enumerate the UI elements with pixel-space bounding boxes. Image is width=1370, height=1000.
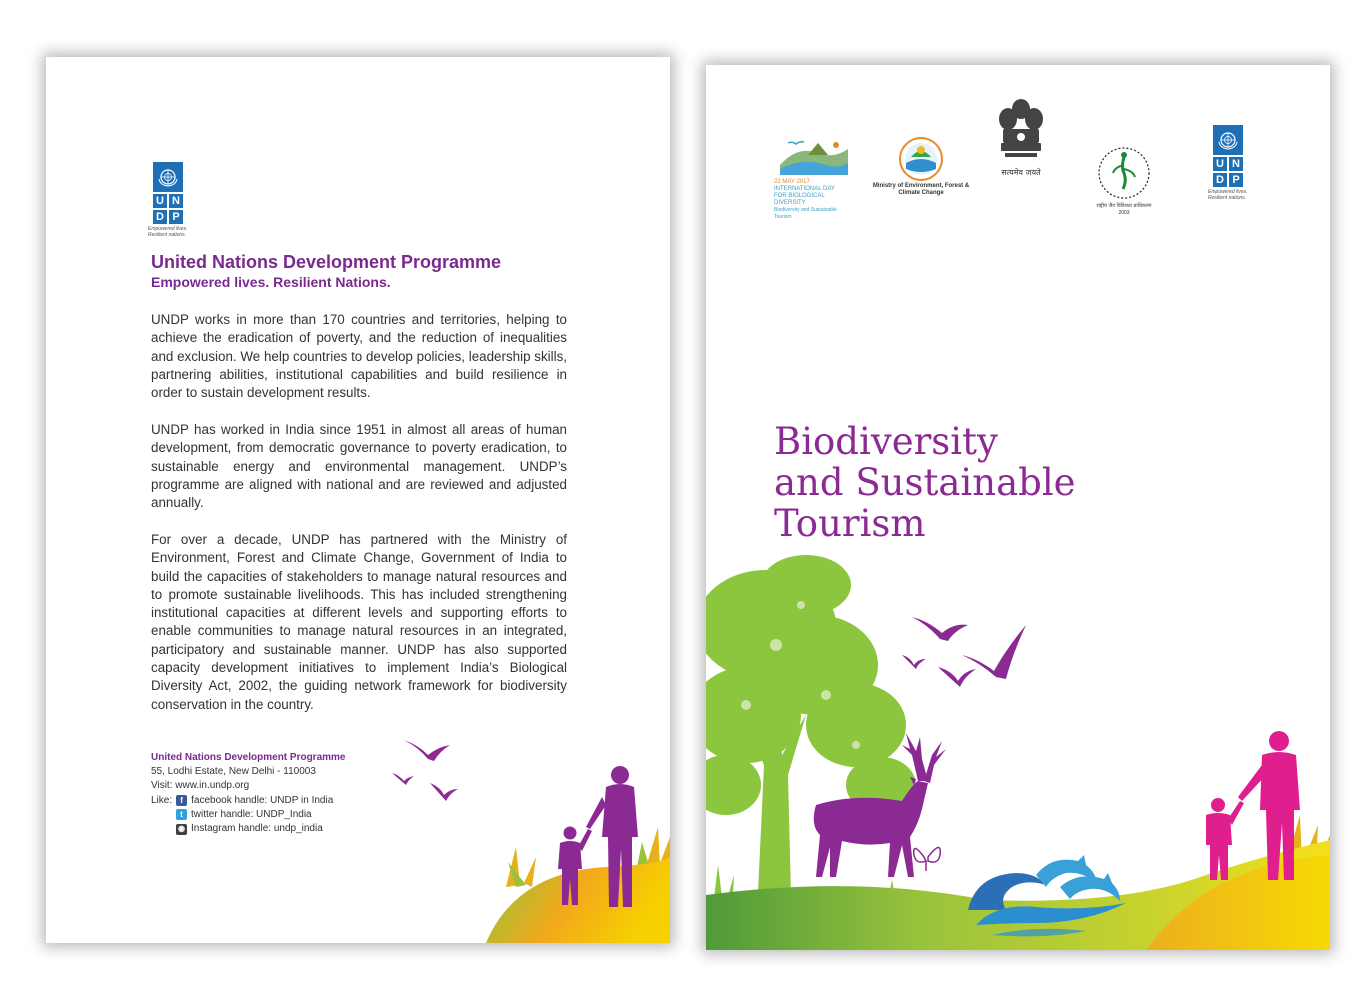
undp-letter: N — [1229, 157, 1243, 171]
back-illustration — [46, 57, 670, 943]
idb-line: INTERNATIONAL DAY — [774, 186, 835, 192]
front-cover — [706, 65, 1330, 950]
paragraph-3: For over a decade, UNDP has partnered with the Ministry of Environment, Forest and Climate Change, Government of India to build the capacities of stakeholders to manage natural resources and to promote sustainable livelihoods. This has included strengthening institutional capacities at different levels and supporting efforts to enable communities to manage natural resources in an integrated, participatory and sustainable manner. UNDP has also supported capacity development initiatives to implement India’s Biological Diversity Act, 2002, the guiding network framework for biodiversity conservation in the country. — [151, 532, 567, 712]
title-line-3: Tourism — [774, 502, 926, 545]
undp-letter: U — [153, 194, 167, 208]
title-line-1: Biodiversity — [774, 420, 998, 463]
contact-website[interactable]: Visit: www.in.undp.org — [151, 780, 250, 792]
undp-letter: D — [1213, 173, 1227, 187]
tagline-line: Empowered lives. — [1208, 189, 1248, 195]
idb-date: 22 MAY 2017 — [774, 179, 810, 185]
org-title: United Nations Development Programme — [151, 252, 502, 272]
nba-text: राष्ट्रीय जैव विविधता प्राधिकरण — [1096, 203, 1152, 209]
undp-letter: P — [1229, 173, 1243, 187]
tagline-line: Resilient nations. — [148, 231, 187, 238]
twitter-handle[interactable]: twitter handle: UNDP_India — [191, 808, 312, 820]
emblem-motto: सत्यमेव जयते — [1001, 168, 1041, 177]
contact-org: United Nations Development Programme — [151, 752, 346, 763]
org-subtitle: Empowered lives. Resilient Nations. — [151, 274, 391, 290]
father-child-icon — [1206, 731, 1300, 880]
like-label: Like: — [151, 794, 173, 806]
contact-address: 55, Lodhi Estate, New Delhi - 110003 — [151, 766, 316, 778]
idb-line: FOR BIOLOGICAL DIVERSITY — [774, 193, 825, 206]
nba-year: 2003 — [1118, 210, 1130, 216]
back-page — [46, 57, 670, 943]
instagram-icon: ◉ — [176, 824, 187, 835]
undp-letter: D — [153, 210, 167, 224]
facebook-icon: f — [176, 795, 187, 806]
title-line-2: and Sustainable — [774, 461, 1076, 504]
idb-line: Biodiversity and Sustainable Tourism — [774, 207, 837, 220]
birds-icon — [392, 740, 458, 801]
dolphin-icon — [1036, 855, 1120, 901]
twitter-icon: t — [176, 809, 187, 820]
paragraph-2: UNDP has worked in India since 1951 in almost all areas of human development, from democratic governance to poverty eradication, to sustainable energy and environmental management. UNDP’s programme are aligned with national and are reviewed and adjusted annually. — [151, 422, 567, 511]
undp-letter: N — [169, 194, 183, 208]
cover-illustration — [706, 65, 1330, 950]
facebook-handle[interactable]: facebook handle: UNDP in India — [191, 794, 334, 806]
tagline-line: Resilient nations. — [1208, 194, 1247, 201]
birds-icon — [902, 617, 1026, 687]
moefcc-caption: Ministry of Environment, Forest & Climate Change — [872, 183, 970, 196]
paragraph-1: UNDP works in more than 170 countries and territories, helping to achieve the eradication of poverty, and the reduction of inequalities and exclusion. We help countries to develop policies, leadership skills, partnering abilities, institutional capabilities and build resilience in order to sustain development results. — [151, 312, 567, 401]
instagram-handle[interactable]: Instagram handle: undp_india — [191, 823, 323, 835]
undp-letter: P — [169, 210, 183, 224]
undp-letter: U — [1213, 157, 1227, 171]
butterfly-icon — [914, 847, 941, 871]
tree-icon — [706, 555, 916, 935]
tagline-line: Empowered lives. — [148, 226, 188, 232]
